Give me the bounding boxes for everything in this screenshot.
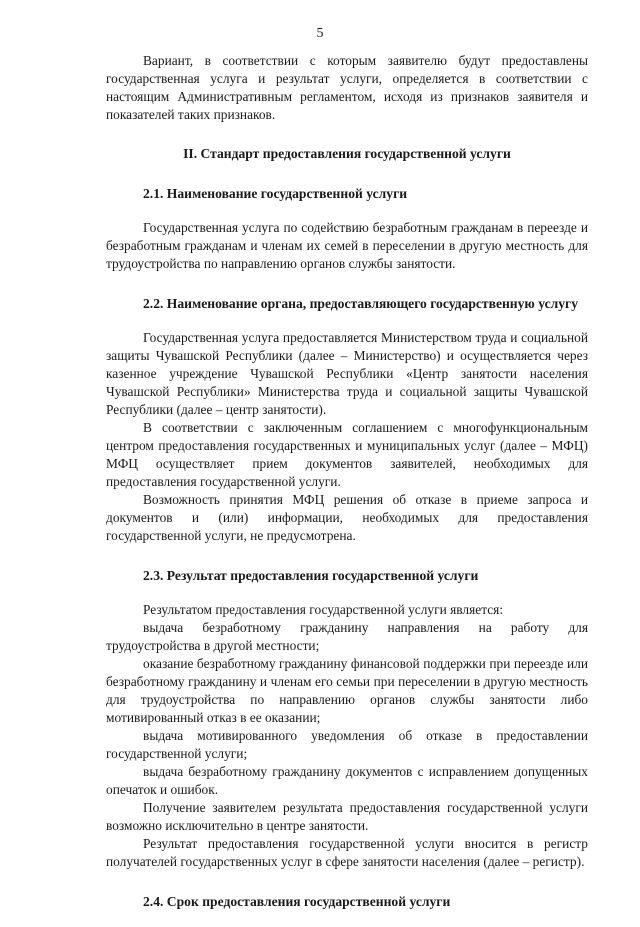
subsection-2-3-paragraph-3: оказание безработному гражданину финансовой поддержки при переезде или безработному гражданину и членам его семьи при переселении в другую местность для трудоустройства по направлению органов службы занятости либо мотивированный отказ в ее оказании; bbox=[106, 656, 588, 725]
page-number: 5 bbox=[316, 26, 324, 41]
subsection-2-3-paragraph-7: Результат предоставления государственной услуги вносится в регистр получателей государственных услуг в сфере занятости населения (далее – регистр). bbox=[106, 836, 588, 869]
subsection-2-3-paragraph-5: выдача безработному гражданину документов с исправлением допущенных опечаток и ошибок. bbox=[106, 764, 588, 797]
subsection-2-3-paragraph-6: Получение заявителем результата предоставления государственной услуги возможно исключительно в центре занятости. bbox=[106, 800, 588, 833]
subsection-2-2-title: 2.2. Наименование органа, предоставляющего государственную услугу bbox=[143, 296, 579, 311]
subsection-2-3-title: 2.3. Результат предоставления государственной услуги bbox=[143, 568, 479, 583]
subsection-2-3-paragraph-4: выдача мотивированного уведомления об отказе в предоставлении государственной услуги; bbox=[106, 728, 588, 761]
subsection-2-1-title: 2.1. Наименование государственной услуги bbox=[143, 186, 408, 201]
subsection-2-2-paragraph-1: Государственная услуга предоставляется Министерством труда и социальной защиты Чувашской Республики (далее – Министерство) и осуществляется через казенное учреждение Чувашской Республики «Центр занятости населения Чувашской Республики» Министерства труда и социальной защиты Чувашской Республики (далее – центр занятости). bbox=[106, 330, 588, 417]
subsection-2-2-paragraph-2: В соответствии с заключенным соглашением с многофункциональным центром предоставления государственных и муниципальных услуг (далее – МФЦ) МФЦ осуществляет прием документов заявителей, необходимых для предоставления государственной услуги. bbox=[106, 420, 588, 489]
subsection-2-4-title: 2.4. Срок предоставления государственной услуги bbox=[143, 894, 451, 909]
document-body bbox=[106, 52, 588, 927]
subsection-2-3-paragraph-2: выдача безработному гражданину направления на работу для трудоустройства в другой местности; bbox=[106, 620, 588, 653]
subsection-2-2-paragraph-3: Возможность принятия МФЦ решения об отказе в приеме запроса и документов и (или) информации, необходимых для предоставления государственной услуги, не предусмотрена. bbox=[106, 492, 588, 543]
subsection-2-1-paragraph: Государственная услуга по содействию безработным гражданам в переезде и безработным гражданам и членам их семей в переселении в другую местность для трудоустройства по направлению органов службы занятости. bbox=[106, 220, 588, 271]
intro-paragraph: Вариант, в соответствии с которым заявителю будут предоставлены государственная услуга и результат услуги, определяется в соответствии с настоящим Административным регламентом, исходя из признаков заявителя и показателей таких признаков. bbox=[106, 53, 588, 122]
section-title: II. Стандарт предоставления государственной услуги bbox=[183, 146, 511, 161]
subsection-2-3-paragraph-1: Результатом предоставления государственной услуги является: bbox=[143, 602, 504, 617]
